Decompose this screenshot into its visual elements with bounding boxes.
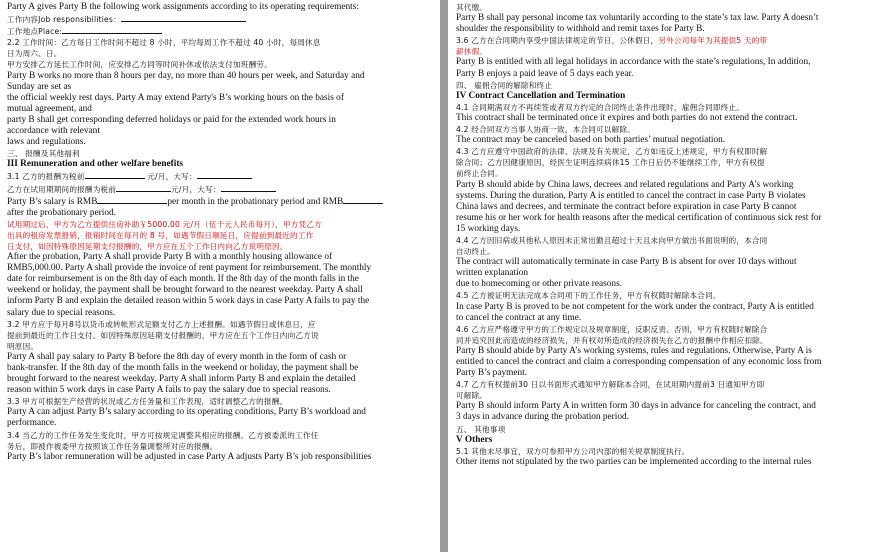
- text-line: [456, 257, 889, 268]
- line-text: Party B enjoys a paid leave of 5 days each year.: [456, 68, 634, 79]
- line-text: reason within 5 work days in case Party A fails to pay the salary due to special reasons.: [7, 385, 331, 396]
- text-line: [7, 25, 432, 37]
- line-text: 4.1 合同期满双方不再续签或者双方约定的合同终止条件出现时，雇佣合同即终止。: [456, 102, 745, 112]
- text-line: [7, 363, 432, 374]
- text-line: [7, 274, 432, 285]
- text-line: [7, 208, 432, 219]
- text-line: [456, 279, 889, 290]
- text-line: [456, 302, 889, 313]
- line-text: 五、 其他事项: [456, 424, 506, 434]
- line-text: performance.: [7, 418, 57, 429]
- line-text: Party B’s payment.: [456, 368, 528, 379]
- line-text: resume his or her work for health reasons after the medical certification of continuous sick rest for: [456, 212, 822, 223]
- line-text: Party B is entitled with all legal holidays in accordance with the state’s regulations, In addition,: [456, 57, 811, 68]
- line-text: Party B works no more than 8 hours per day, no more than 40 hours per week, and Saturday and: [7, 70, 365, 81]
- line-text: 乙方在试用期期间的报酬为税前: [7, 184, 117, 194]
- text-line: [456, 457, 889, 468]
- line-text: weekend or holiday, the payment shall be brought forward to the nearest weekday. Party A shall: [7, 285, 363, 296]
- text-line: [456, 2, 889, 13]
- line-text: 3.2 甲方应于每月8号以货币或转帐形式足额支付乙方上述报酬。如遇节假日或休息日，应: [7, 319, 316, 329]
- line-text: The contract will automatically terminate in case Party B is absent for over 10 days without: [456, 257, 797, 268]
- text-line: [456, 368, 889, 379]
- line-text: Party A can adjust Party B’s salary according to its operating conditions, Party B’s workload and: [7, 407, 366, 418]
- line-text: due to homecoming or other private reasons.: [456, 279, 623, 290]
- text-line: [456, 335, 889, 346]
- text-line: [7, 341, 432, 352]
- line-text: 薪休假。: [456, 47, 488, 57]
- line-text: Other items not stipulated by the two parties can be implemented according to the internal rules: [456, 456, 812, 467]
- text-line: [456, 80, 889, 91]
- fill-in-blank: [97, 195, 167, 204]
- text-line: [456, 446, 889, 457]
- line-text: 明原因。: [7, 341, 39, 351]
- text-line: [7, 71, 432, 82]
- text-line: [456, 157, 889, 168]
- line-text: 3 days in advance during the probation period.: [456, 412, 629, 423]
- text-line: [456, 401, 889, 412]
- text-line: [456, 213, 889, 224]
- text-line: [7, 115, 432, 126]
- line-text: 前终止合同。: [456, 169, 503, 179]
- line-text: RMB5,000.00. Party A shall provide the invoice of rent payment for reimbursement. The monthly: [7, 263, 372, 274]
- line-text: written explanation: [456, 268, 529, 279]
- line-text: This contract shall be terminated once it expires and both parties do not extend the contract.: [456, 112, 798, 123]
- line-text: 4.5 乙方被证明无法完成本合同项下的工作任务，甲方有权随时解除本合同。: [456, 291, 721, 301]
- text-line: [7, 241, 432, 252]
- document-page-right: [448, 0, 895, 552]
- fill-in-blank: [121, 13, 246, 22]
- line-text: 5.1 其他未尽事宜，双方可参照甲方公司内部的相关规章制度执行。: [456, 446, 690, 456]
- line-text: laws and regulations.: [7, 137, 86, 148]
- line-text: Party B shall pay personal income tax voluntarily according to the state’s tax law. Party A doesn’t: [456, 13, 819, 24]
- highlighted-text: 另外公司每年为其提供5 天的带: [658, 36, 768, 46]
- line-text: 4.6 乙方应严格遵守甲方的工作规定以及规章制度，反职反责、否则，甲方有权随时解除合: [456, 324, 768, 334]
- fill-in-blank: [197, 170, 252, 179]
- line-text: Party B’s labor remuneration will be adjusted in case Party A adjusts Party B’s job responsibilities: [7, 451, 372, 462]
- line-text: to cancel the contract at any time.: [456, 312, 582, 323]
- line-text: accordance with relevant: [7, 126, 100, 137]
- text-line: [456, 357, 889, 368]
- text-line: [456, 246, 889, 257]
- line-text: after the probationary period.: [7, 207, 116, 218]
- line-text: In case Party B is proved to be not competent for the work under the contract, Party A is entitled: [456, 301, 814, 312]
- text-line: [456, 435, 889, 446]
- line-text: inform Party B and explain the detailed reason within 5 work days in case Party A fails to pay the: [7, 296, 370, 307]
- text-line: [456, 146, 889, 157]
- text-line: [7, 252, 432, 263]
- text-line: [456, 46, 889, 57]
- text-line: [456, 290, 889, 301]
- line-text: 3.4 当乙方的工作任务发生变化时，甲方可按规定调整其相应的报酬。乙方被委派的工作任: [7, 430, 319, 440]
- text-line: [7, 385, 432, 396]
- line-text: 除合同；乙方因健康原因，经医生证明连续病休15 工作日后仍不能继续工作，甲方有权提: [456, 158, 765, 168]
- text-line: [456, 24, 889, 35]
- line-text: 4.4 乙方因旧病或其他私人原因未正常出勤且超过十天且未向甲方做出书面说明的，本合同: [456, 235, 768, 245]
- text-line: [456, 13, 889, 24]
- text-line: [456, 69, 889, 80]
- text-line: [7, 230, 432, 241]
- text-line: [7, 2, 432, 13]
- fill-in-blank: [85, 170, 145, 179]
- line-text: 2.2 工作时间：乙方每日工作时间不超过 8 小时，平均每周工作不超过 40 小时，每周休息: [7, 38, 321, 48]
- text-line: [7, 430, 432, 441]
- line-text: 务后，即被作被委甲方按照该工作任务量调整所对应的报酬。: [7, 441, 218, 451]
- line-text: 日支付，如因特殊原因延期支付报酬的，甲方应在五个工作日内向乙方说明原因。: [7, 241, 288, 251]
- line-text: 15 working days.: [456, 223, 521, 234]
- text-line: [456, 135, 889, 146]
- line-text: 日为周六、日。: [7, 49, 62, 59]
- text-line: [7, 59, 432, 70]
- line-text: date for reimbursement is on the 8th day of each month. If the 8th day of the month falls in the: [7, 274, 359, 285]
- text-line: [7, 170, 432, 182]
- text-line: [7, 93, 432, 104]
- text-line: [456, 35, 889, 46]
- line-text: 试用期过后，甲方为乙方提供住房补助￥5000.00 元/月（伍千元人民币每月），甲方凭乙方: [7, 219, 322, 229]
- line-text: entitled to cancel the contract and claim a corresponding compensation of any economic loss from: [456, 357, 822, 367]
- line-text: 四、 雇佣合同的解除和终止: [456, 80, 553, 90]
- text-line: [456, 124, 889, 135]
- text-line: [456, 268, 889, 279]
- text-line: [456, 313, 889, 324]
- text-line: [7, 126, 432, 137]
- line-text: Party B’s salary is RMB: [7, 196, 98, 207]
- line-text: IV Contract Cancellation and Termination: [456, 90, 626, 101]
- line-text-after-blank: 元/月，大写：: [171, 184, 221, 194]
- line-text: Party A gives Party B the following work assignments according to its operating requirements:: [7, 2, 359, 12]
- line-text: party B shall get corresponding deferred holidays or paid for the extended work hours in: [7, 114, 336, 125]
- text-line: [7, 137, 432, 148]
- text-line: [7, 148, 432, 159]
- document-page-left: [0, 0, 440, 552]
- text-line: [7, 219, 432, 230]
- line-text: Party B should abide by Party A’s working systems, rules and regulations. Otherwise, Party A is: [456, 345, 812, 356]
- text-line: [7, 352, 432, 363]
- text-line: [7, 452, 432, 463]
- line-text: shoulder the responsibility to withhold and remit taxes for Party B.: [456, 24, 705, 35]
- text-line: [7, 374, 432, 385]
- line-text: salary due to special reasons.: [7, 307, 116, 318]
- line-text: Party B should abide by China laws, decrees and related regulations and Party A’s working: [456, 179, 794, 190]
- text-line: [456, 180, 889, 191]
- text-line: [7, 396, 432, 407]
- text-line: [7, 104, 432, 115]
- line-text: 其代缴。: [456, 3, 488, 12]
- line-text: 自动终止。: [456, 247, 495, 257]
- line-text: Sunday are set as: [7, 81, 72, 92]
- line-text: China laws and decrees, and terminate the contract before expiration in case Party B cannot: [456, 201, 797, 212]
- line-text: 4.3 乙方应遵守中国政府的法律、法规及有关规定，乙方如违反上述规定，甲方有权即时解: [456, 147, 768, 157]
- fill-in-blank: [343, 195, 383, 204]
- fill-in-blank: [62, 25, 162, 34]
- text-line: [456, 235, 889, 246]
- text-line: [7, 37, 432, 48]
- line-text: mutual agreement, and: [7, 103, 92, 114]
- line-text: brought forward to the nearest weekday. Party A shall inform Party B and explain the detailed: [7, 374, 356, 385]
- line-text: Party A shall pay salary to Party B before the 8th day of every month in the form of cash or: [7, 351, 347, 362]
- text-line: [7, 308, 432, 319]
- line-text: 出具的租房发票报销，报销时间在每月的 8 号，如遇节假日顺延日，应提前到最近的工作: [7, 230, 314, 240]
- text-line: [456, 91, 889, 102]
- line-text-after-blank: per month in the probationary period and RMB: [167, 196, 344, 207]
- line-text: 3.3 甲方可根据生产经营的状况或乙方任务量和工作表现，适时调整乙方的报酬。: [7, 397, 288, 407]
- page-gap: [440, 0, 448, 552]
- line-text: V Others: [456, 434, 493, 445]
- text-line: [456, 202, 889, 213]
- line-text: 4.2 经合同双方当事人协商一致，本合同可以解除。: [456, 125, 635, 135]
- text-line: [456, 412, 889, 423]
- fill-in-blank: [116, 183, 171, 192]
- text-line: [456, 390, 889, 401]
- text-line: [456, 191, 889, 202]
- text-line: [456, 57, 889, 68]
- line-text-after-blank: 元/月，大写：: [144, 172, 197, 182]
- text-line: [456, 168, 889, 179]
- text-line: [7, 319, 432, 330]
- text-line: [7, 418, 432, 429]
- text-line: [456, 346, 889, 357]
- line-text: III Remuneration and other welfare benefits: [7, 159, 184, 170]
- text-line: [456, 424, 889, 435]
- fill-in-blank: [221, 183, 276, 192]
- line-text: 4.7 乙方有权提前30 日以书面形式通知甲方解除本合同，在试用期内提前3 日通知甲方即: [456, 380, 765, 390]
- text-line: [456, 324, 889, 335]
- text-line: [7, 183, 432, 195]
- line-text: bank-transfer. If the 8th day of the month falls in the weekend or holiday, the payment shall be: [7, 363, 359, 373]
- line-text: 三、 报酬及其他福利: [7, 149, 80, 159]
- text-line: [7, 195, 432, 208]
- line-text: After the probation, Party A shall provide Party B with a monthly housing allowance of: [7, 252, 333, 263]
- text-line: [456, 379, 889, 390]
- text-line: [7, 48, 432, 59]
- line-text: Party B should inform Party A in written form 30 days in advance for canceling the contract, and: [456, 401, 816, 412]
- line-text: 3.6 乙方在合同期内享受中国法律规定的节日，公休假日，: [456, 36, 659, 46]
- text-line: [7, 285, 432, 296]
- text-line: [7, 330, 432, 341]
- text-line: [7, 296, 432, 307]
- text-line: [7, 441, 432, 452]
- text-line: [7, 159, 432, 170]
- text-line: [456, 113, 889, 124]
- text-line: [7, 407, 432, 418]
- line-text: 提前到最近的工作日支付。如因特殊原因延期支付报酬的，甲方应在五个工作日内向乙方说: [7, 330, 319, 340]
- text-line: [456, 102, 889, 113]
- line-text: 3.1 乙方的报酬为税前: [7, 172, 85, 182]
- line-text: 工作内容Job responsibilities：: [7, 15, 121, 25]
- line-text: systems. During the duration, Party A is entitled to cancel the contract in case Party B violates: [456, 190, 806, 201]
- line-text: 同并追究因此而造成的经济损失，并有权对所造成的经济损失在乙方的报酬中作相应扣除。: [456, 335, 768, 345]
- text-line: [456, 224, 889, 235]
- text-line: [7, 13, 432, 25]
- line-text: 甲方安排乙方延长工作时间，应安排乙方同等时间补休或依法支付加班酬劳。: [7, 60, 272, 70]
- line-text: 工作地点Place:: [7, 27, 63, 37]
- line-text: 可解除。: [456, 391, 488, 401]
- line-text: The contract may be canceled based on both parties’ mutual negotiation.: [456, 135, 726, 146]
- line-text: the official weekly rest days. Party A may extend Party's B’s working hours on the basis of: [7, 92, 344, 103]
- text-line: [7, 263, 432, 274]
- text-line: [7, 82, 432, 93]
